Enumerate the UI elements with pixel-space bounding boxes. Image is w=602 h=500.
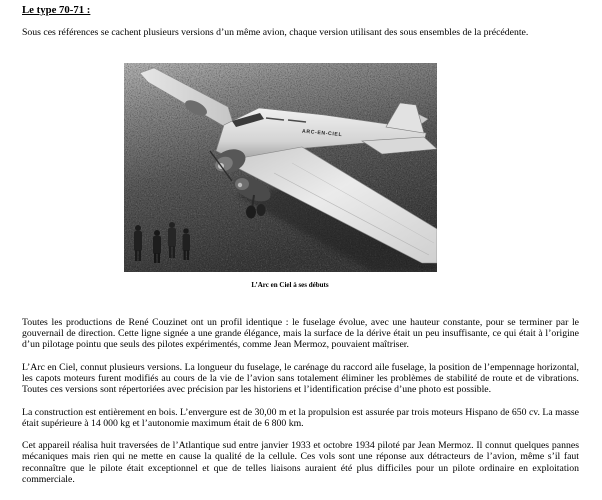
paragraph-design: Toutes les productions de René Couzinet ont un profil identique : le fuselage évolue, avec une hauteur constante, pour se terminer par le gouvernail de direction. Cette ligne signée a une grande élégance, mais la surface de la dérive était un peu insuffisante, ce qui était à l’origine d’un pilotage pointu que seuls des pilotes expérimentés, comme Jean Mermoz, pouvaient maîtriser. — [22, 317, 579, 351]
intro-paragraph: Sous ces références se cachent plusieurs versions d’un même avion, chaque version utilisant des sous ensembles de la précédente. — [22, 27, 529, 38]
body-text — [22, 317, 579, 485]
paragraph-construction: La construction est entièrement en bois. L’envergure est de 30,00 m et la propulsion est assurée par trois moteurs Hispano de 650 cv. La masse était supérieure à 14 000 kg et l’autonomie maximum était de 6 800 km. — [22, 406, 579, 429]
paragraph-atlantic-crossings: Cet appareil réalisa huit traversées de l’Atlantique sud entre janvier 1933 et octobre 1934 piloté par Jean Mermoz. Il connut quelques pannes mécaniques mais rien qui ne mette en cause la qualité de la cellule. Ces vols sont une réponse aux détracteurs de l’avion, même s’il faut reconnaître que le pilote était exceptionnel et que de telles liaisons auraient été plus difficiles pour un pilote ordinaire en exploitation commerciale. — [22, 440, 579, 485]
paragraph-versions: L’Arc en Ciel, connut plusieurs versions. La longueur du fuselage, le carénage du raccord aile fuselage, la position de l’empennage horizontal, les capots moteurs furent modifiés au cours de la vie de l’avion sans totalement éliminer les problèmes de stabilité de route et de vibrations. Toutes ces versions sont répertoriées avec précision par les historiens et l’identification précise d’une photo est possible. — [22, 361, 579, 396]
airplane-photo-drawing — [124, 63, 437, 272]
fuselage-lettering: ARC-EN-CIEL — [301, 128, 343, 139]
section-title: Le type 70-71 : — [22, 4, 91, 16]
airplane-photo — [124, 63, 437, 272]
photo-caption: L’Arc en Ciel à ses débuts — [251, 281, 329, 289]
